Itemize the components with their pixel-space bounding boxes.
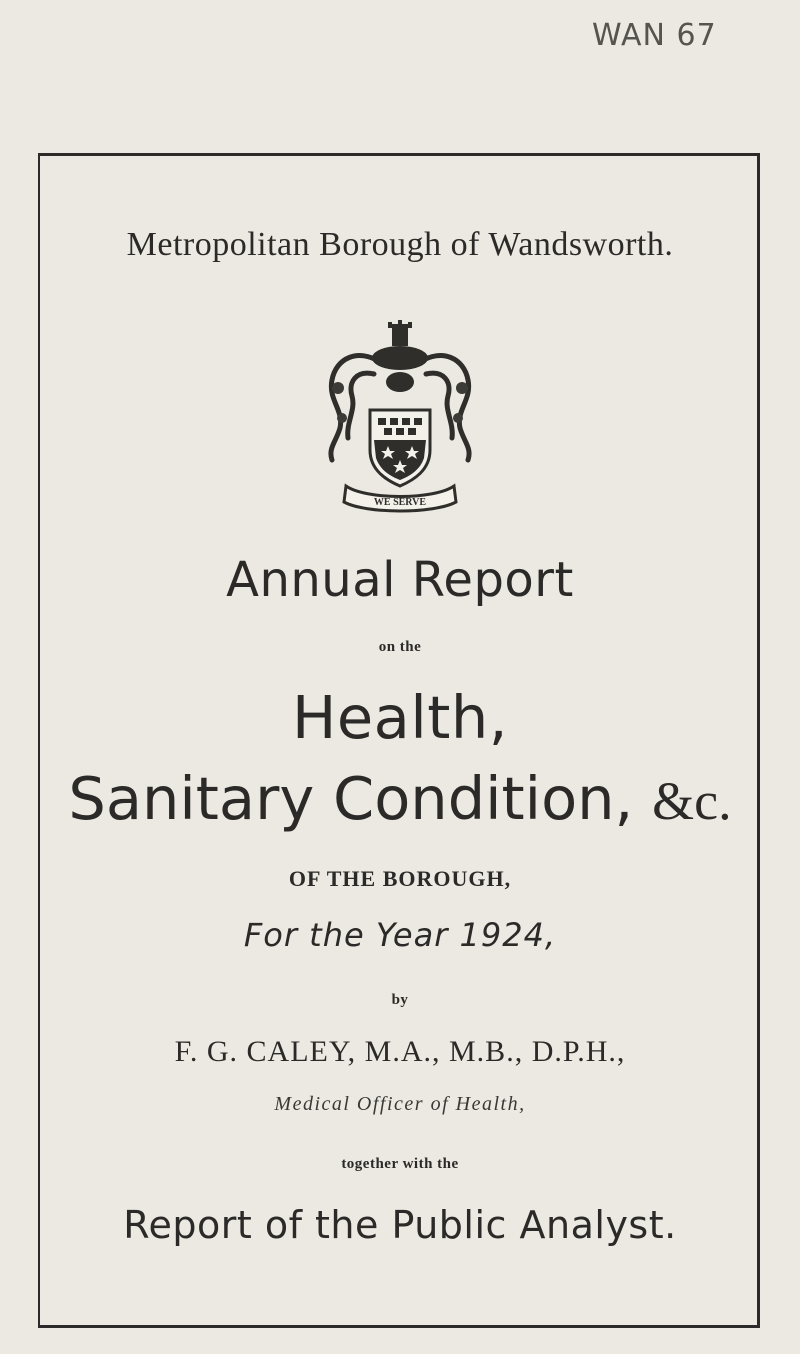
report-title: Annual Report [226, 552, 574, 608]
by-text: by [391, 992, 409, 1008]
subject-heading-main: Sanitary Condition, [68, 764, 634, 833]
report-year: For the Year 1924, [243, 916, 557, 954]
author-name: F. G. CALEY, M.A., M.B., D.P.H., [174, 1035, 626, 1068]
author-role: Medical Officer of Health, [274, 1093, 526, 1115]
handwritten-reference-mark: WAN 67 [592, 18, 717, 53]
borough-heading: Metropolitan Borough of Wandsworth. [126, 226, 674, 263]
crest-motto: WE SERVE [373, 497, 427, 508]
public-analyst-heading: Report of the Public Analyst. [123, 1203, 677, 1247]
on-the-text: on the [378, 639, 422, 655]
borough-coat-of-arms-icon [318, 318, 482, 514]
of-the-borough-text: OF THE BOROUGH, [288, 866, 512, 891]
subject-heading-line-1: Health, [292, 683, 508, 752]
subject-heading-etc: &c. [652, 771, 732, 831]
together-with-text: together with the [341, 1156, 459, 1172]
subject-heading-line-2 [0, 764, 800, 833]
